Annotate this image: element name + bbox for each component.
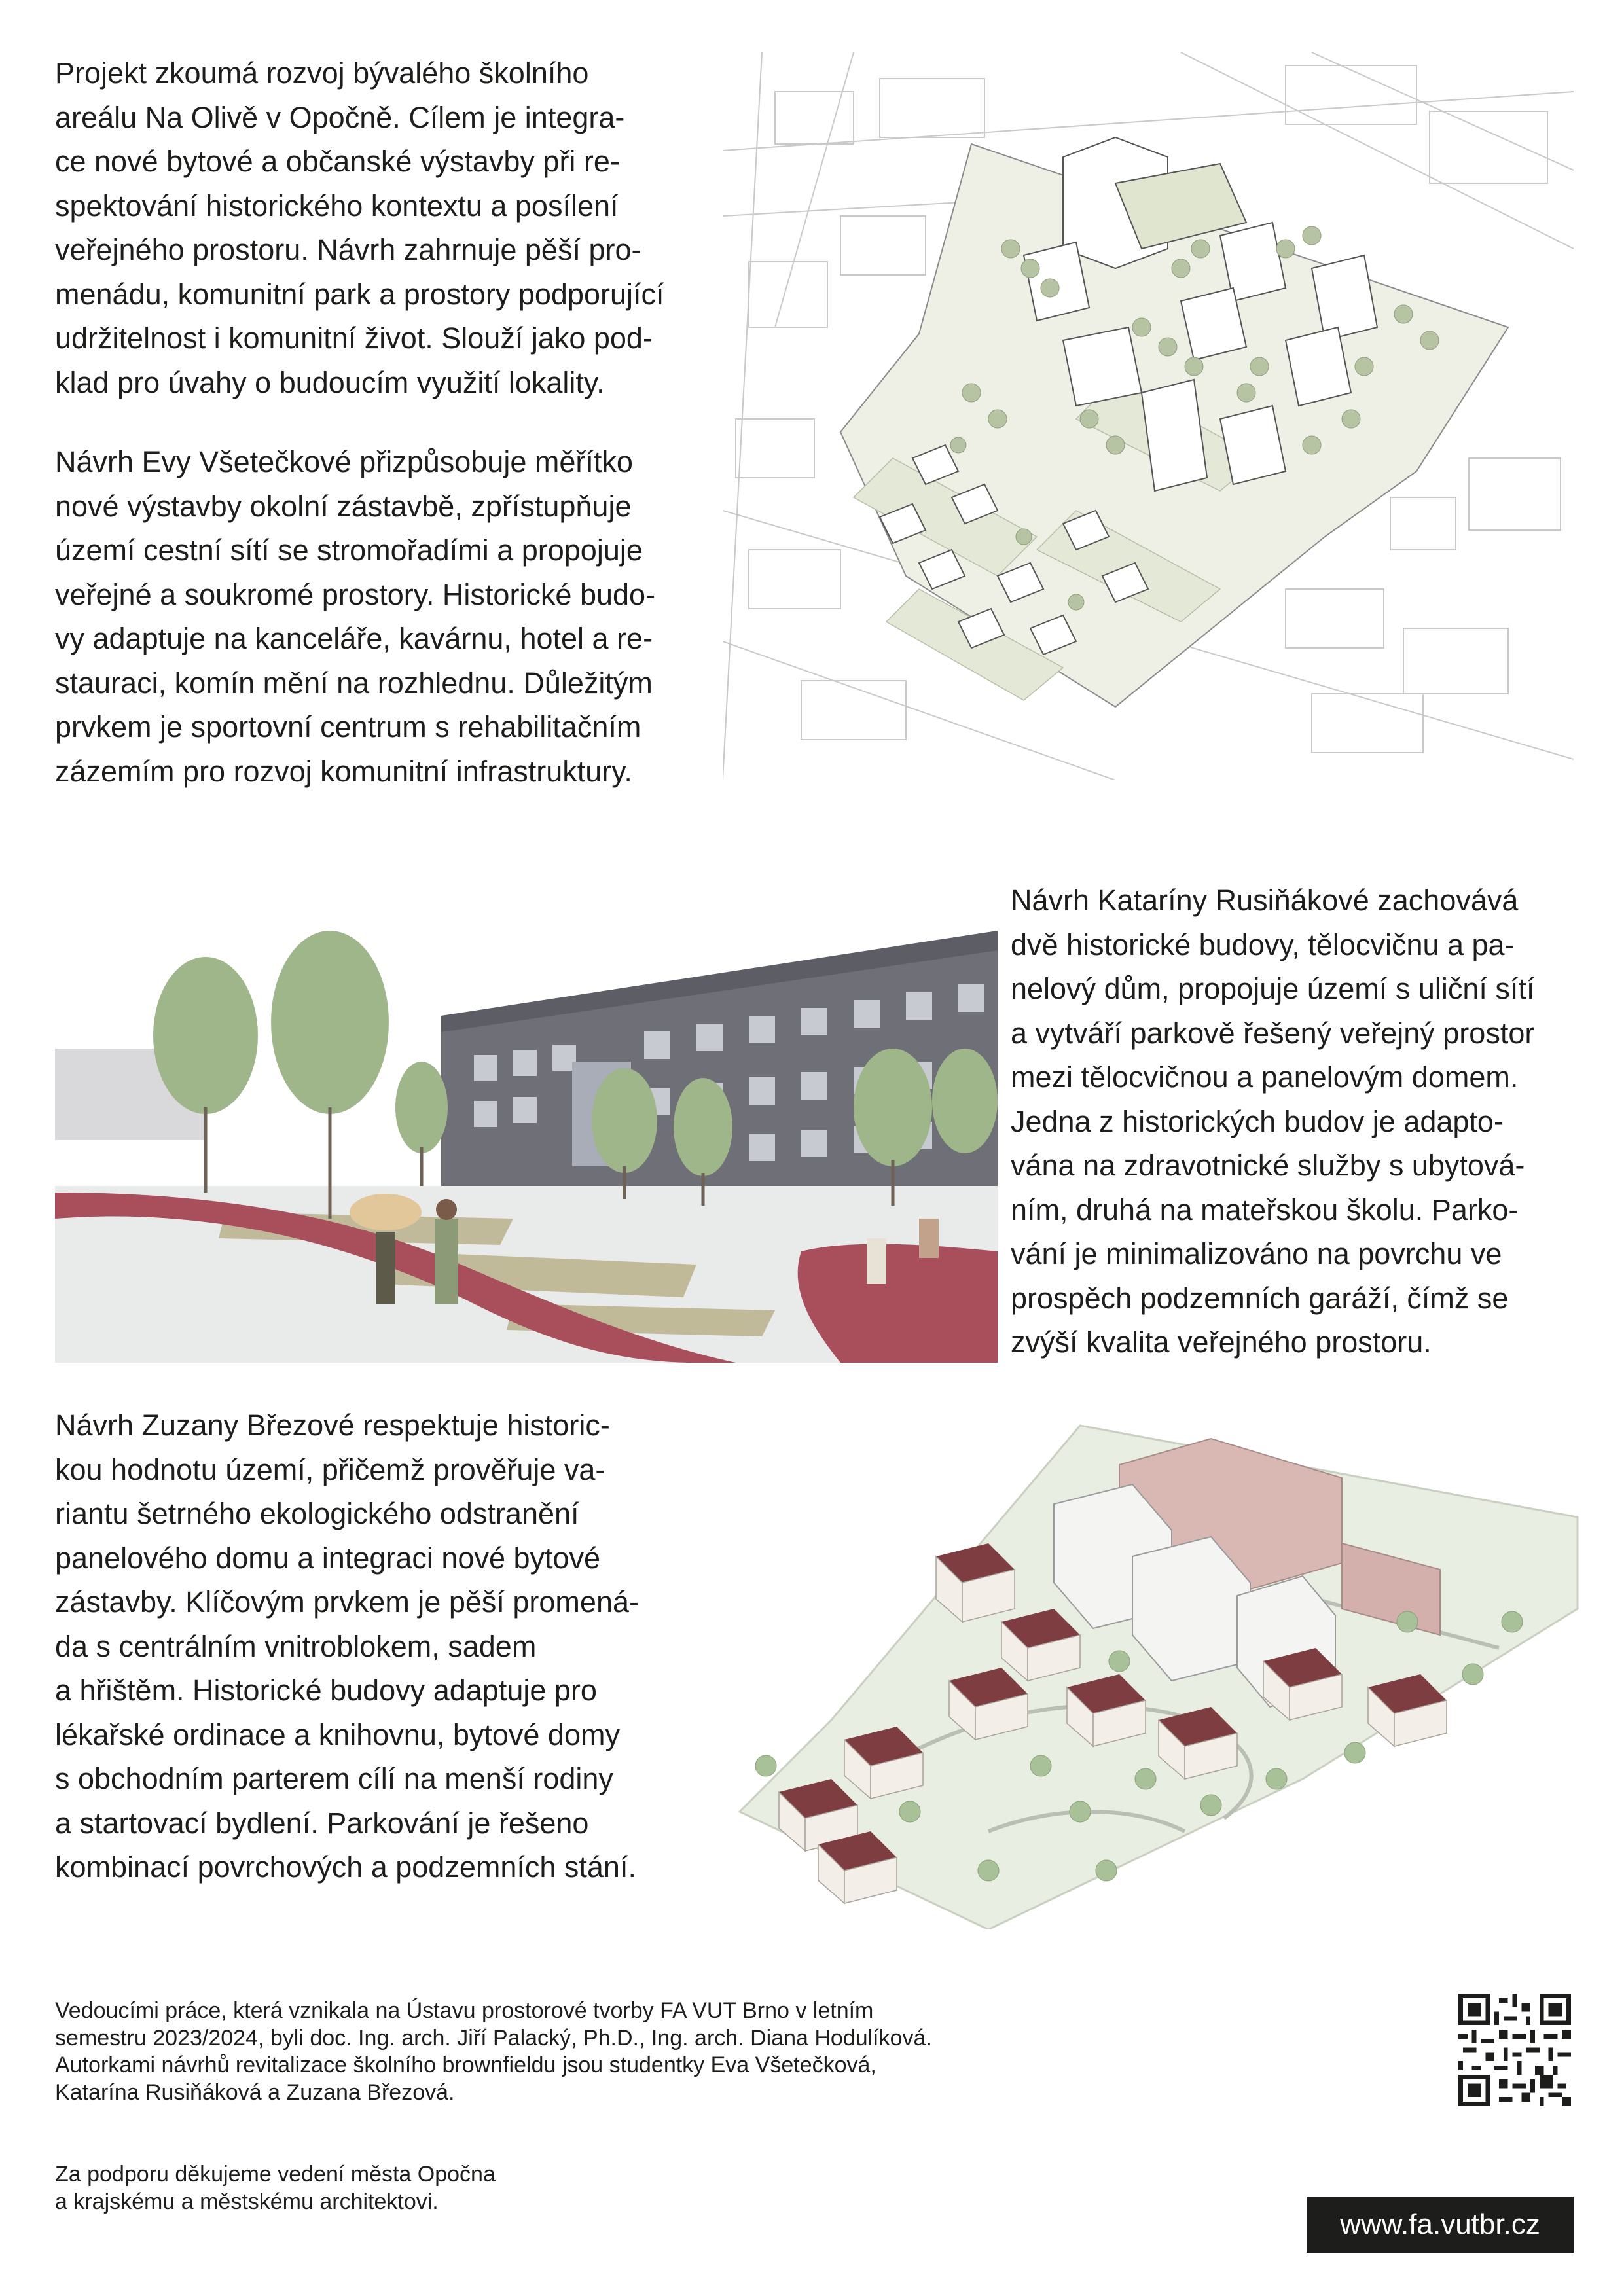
- text-line: mezi tělocvičnou a panelovým domem.: [1011, 1060, 1519, 1094]
- qr-code-icon[interactable]: [1458, 1994, 1571, 2106]
- text-line: vání je minimalizováno na povrchu ve: [1011, 1237, 1502, 1270]
- text-line: vy adaptuje na kanceláře, kavárnu, hotel a re-: [55, 622, 653, 655]
- design-text: [1011, 878, 1587, 1365]
- text-line: Jedna z historických budov je adapto-: [1011, 1104, 1504, 1138]
- qr-code-graphic: [1458, 1994, 1571, 2106]
- design-brezova-paragraph: [55, 1403, 710, 1890]
- visualization-drawing: [55, 911, 998, 1363]
- text-line: ce nové bytové a občanské výstavby při re-: [55, 145, 620, 178]
- text-line: lékařské ordinace a knihovnu, bytové domy: [55, 1717, 620, 1751]
- text-line: zvýší kvalita veřejného prostoru.: [1011, 1325, 1432, 1359]
- text-line: panelového domu a integraci nové bytové: [55, 1541, 601, 1575]
- text-line: stauraci, komín mění na rozhlednu. Důležitým: [55, 666, 653, 700]
- design-rusinakova-paragraph: [1011, 878, 1587, 1365]
- text-line: klad pro úvahy o budoucím využití lokality.: [55, 365, 605, 399]
- text-line: Návrh Kataríny Rusiňákové zachovává: [1011, 884, 1519, 917]
- text-line: udržitelnost i komunitní život. Slouží jako pod-: [55, 321, 653, 355]
- text-line: zástavby. Klíčovým prvkem je pěší promená-: [55, 1585, 639, 1619]
- text-line: da s centrálním vnitroblokem, sadem: [55, 1629, 537, 1663]
- model-axonometry-figure: [713, 1412, 1584, 1929]
- text-line: kou hodnotu území, přičemž prověřuje va-: [55, 1452, 605, 1486]
- credits-text: [55, 1998, 1168, 2106]
- text-line: Návrh Evy Všetečkové přizpůsobuje měřítko: [55, 445, 633, 478]
- text-line: veřejné a soukromé prostory. Historické budo-: [55, 577, 656, 611]
- text-line: a hřištěm. Historické budovy adaptuje pro: [55, 1674, 597, 1707]
- text-line: Autorkami návrhů revitalizace školního brownfieldu jsou studentky Eva Všetečková,: [55, 2053, 876, 2077]
- text-line: Katarína Rusiňáková a Zuzana Březová.: [55, 2079, 455, 2105]
- text-line: nelový dům, propojuje území s uliční sítí: [1011, 972, 1535, 1005]
- text-line: ním, druhá na mateřskou školu. Parko-: [1011, 1193, 1519, 1227]
- text-line: prvkem je sportovní centrum s rehabilitačním: [55, 710, 641, 744]
- text-line: Návrh Zuzany Březové respektuje historic-: [55, 1408, 610, 1442]
- text-line: prospěch podzemních garáží, čímž se: [1011, 1281, 1509, 1315]
- text-line: Projekt zkoumá rozvoj bývalého školního: [55, 56, 589, 90]
- text-line: nové výstavby okolní zástavbě, zpřístupňuje: [55, 489, 632, 523]
- text-line: dvě historické budovy, tělocvičnu a pa-: [1011, 927, 1515, 961]
- street-visualization-figure: [55, 911, 998, 1363]
- text-line: a vytváří parkově řešený veřejný prostor: [1011, 1016, 1535, 1050]
- text-line: s obchodním parterem cílí na menší rodiny: [55, 1762, 613, 1795]
- text-line: kombinací povrchových a podzemních stání.: [55, 1850, 636, 1884]
- credits-block: [55, 1998, 1168, 2106]
- site-axonometry-figure: [723, 52, 1574, 780]
- text-line: a startovací bydlení. Parkování je řešeno: [55, 1806, 589, 1840]
- text-line: riantu šetrného ekologického odstranění: [55, 1497, 579, 1530]
- text-line: veřejného prostoru. Návrh zahrnuje pěší pro-: [55, 233, 641, 266]
- thanks-block: [55, 2161, 840, 2215]
- model-drawing: [713, 1412, 1584, 1929]
- design-text: [55, 1403, 710, 1890]
- text-line: území cestní sítí se stromořadími a propojuje: [55, 533, 643, 567]
- text-line: vána na zdravotnické služby s ubytová-: [1011, 1149, 1525, 1182]
- text-line: a krajskému a městskému architektovi.: [55, 2189, 439, 2214]
- design-vsetecková-paragraph: [55, 440, 710, 793]
- design-text: [55, 440, 710, 793]
- website-link[interactable]: www.fa.vutbr.cz: [1307, 2197, 1574, 2253]
- text-line: Vedoucími práce, která vznikala na Ústavu prostorové tvorby FA VUT Brno v letním: [55, 1998, 874, 2023]
- text-line: spektování historického kontextu a posílení: [55, 188, 619, 223]
- intro-text: [55, 51, 710, 404]
- text-line: menádu, komunitní park a prostory podporující: [55, 277, 664, 311]
- text-line: areálu Na Olivě v Opočně. Cílem je integra-: [55, 100, 625, 134]
- intro-paragraph: [55, 51, 710, 404]
- axonometry-drawing: [723, 52, 1574, 780]
- text-line: zázemím pro rozvoj komunitní infrastruktury.: [55, 754, 632, 788]
- text-line: semestru 2023/2024, byli doc. Ing. arch. Jiří Palacký, Ph.D., Ing. arch. Diana Hodulíková.: [55, 2025, 932, 2051]
- text-line: Za podporu děkujeme vedení města Opočna: [55, 2162, 496, 2187]
- thanks-text: [55, 2161, 840, 2215]
